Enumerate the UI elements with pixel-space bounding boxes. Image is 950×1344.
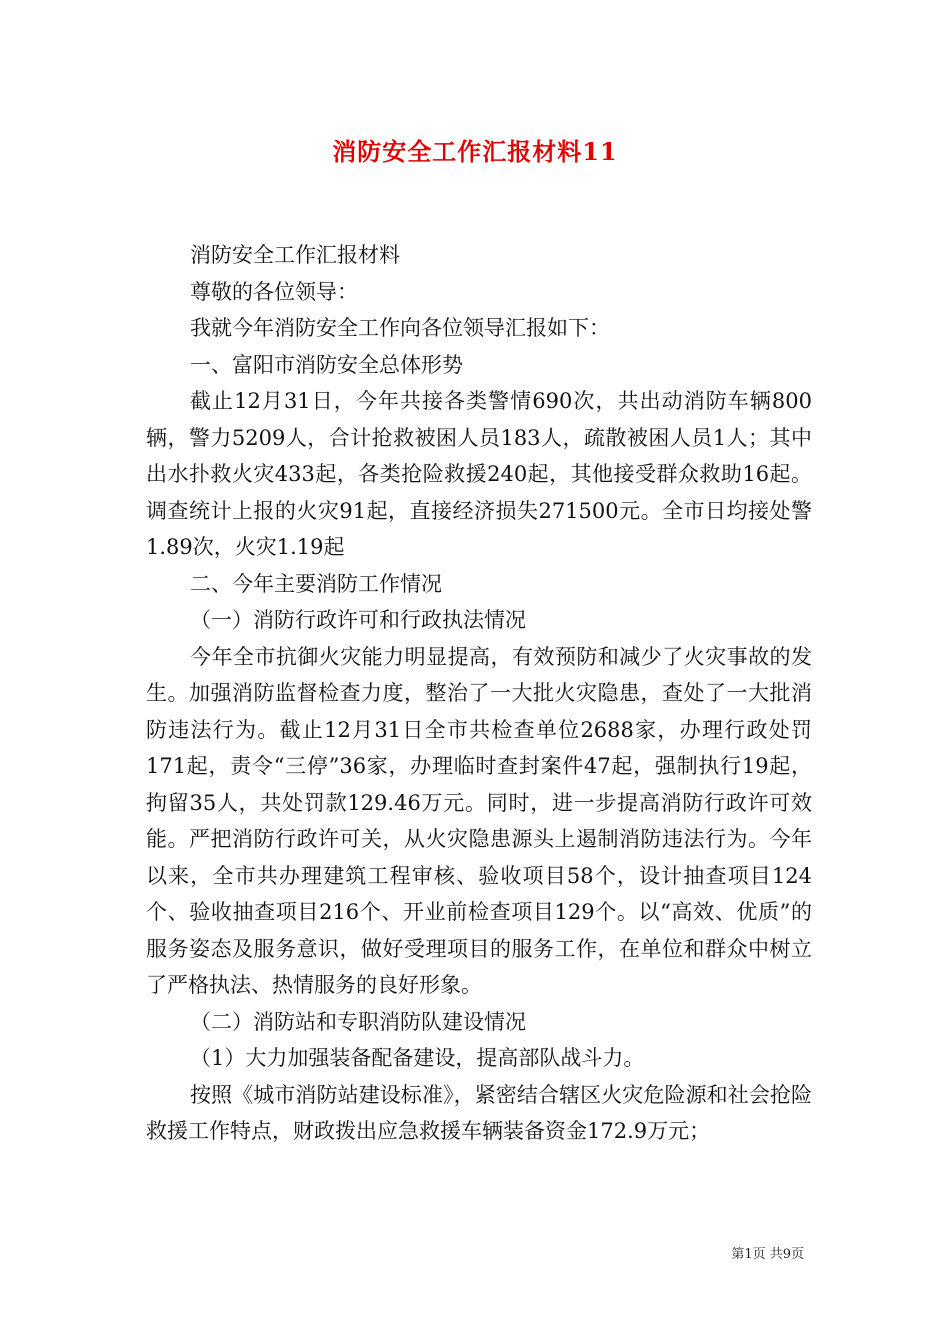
document-body: [146, 237, 812, 1150]
paragraph-salutation: 尊敬的各位领导：: [190, 279, 358, 304]
document-title: 消防安全工作汇报材料11: [332, 137, 618, 166]
subsection-heading-1: （一）消防行政许可和行政执法情况: [190, 608, 526, 632]
page-number: 第1页 共9页: [731, 1247, 804, 1262]
subsection-heading-2: （二）消防站和专职消防队建设情况: [190, 1009, 526, 1034]
paragraph-equipment: 按照《城市消防站建设标准》，紧密结合辖区火灾危险源和社会抢险救援工作特点，财政拨出应急救援车辆装备资金172.9万元；: [146, 1082, 812, 1143]
section-heading-2: 二、今年主要消防工作情况: [190, 571, 442, 596]
item-heading-1: （1）大力加强装备配备建设，提高部队战斗力。: [190, 1046, 645, 1070]
section-heading-1: 一、富阳市消防安全总体形势: [190, 352, 463, 377]
paragraph-enforcement: 今年全市抗御火灾能力明显提高，有效预防和减少了火灾事故的发生。加强消防监督检查力度，整治了一大批火灾隐患，查处了一大批消防违法行为。截止12月31日全市共检查单位2688家，办理行政处罚171起，责令“三停”36家，办理临时查封案件47起，强制执行19起，拘留35人，共处罚款129.46万元。同时，进一步提高消防行政许可效能。严把消防行政许可关，从火灾隐患源头上遏制消防违法行为。今年以来，全市共办理建筑工程审核、验收项目58个，设计抽查项目124个、验收抽查项目216个、开业前检查项目129个。以“高效、优质”的服务姿态及服务意识，做好受理项目的服务工作，在单位和群众中树立了严格执法、热情服务的良好形象。: [146, 644, 812, 997]
paragraph-subtitle: 消防安全工作汇报材料: [190, 243, 400, 267]
paragraph-situation: 截止12月31日，今年共接各类警情690次，共出动消防车辆800辆，警力5209人，合计抢救被困人员183人，疏散被困人员1人；其中出水扑救火灾433起，各类抢险救援240起，其他接受群众救助16起。调查统计上报的火灾91起，直接经济损失271500元。全市日均接处警1.89次，火灾1.19起: [146, 389, 812, 559]
paragraph-intro: 我就今年消防安全工作向各位领导汇报如下：: [190, 316, 610, 340]
